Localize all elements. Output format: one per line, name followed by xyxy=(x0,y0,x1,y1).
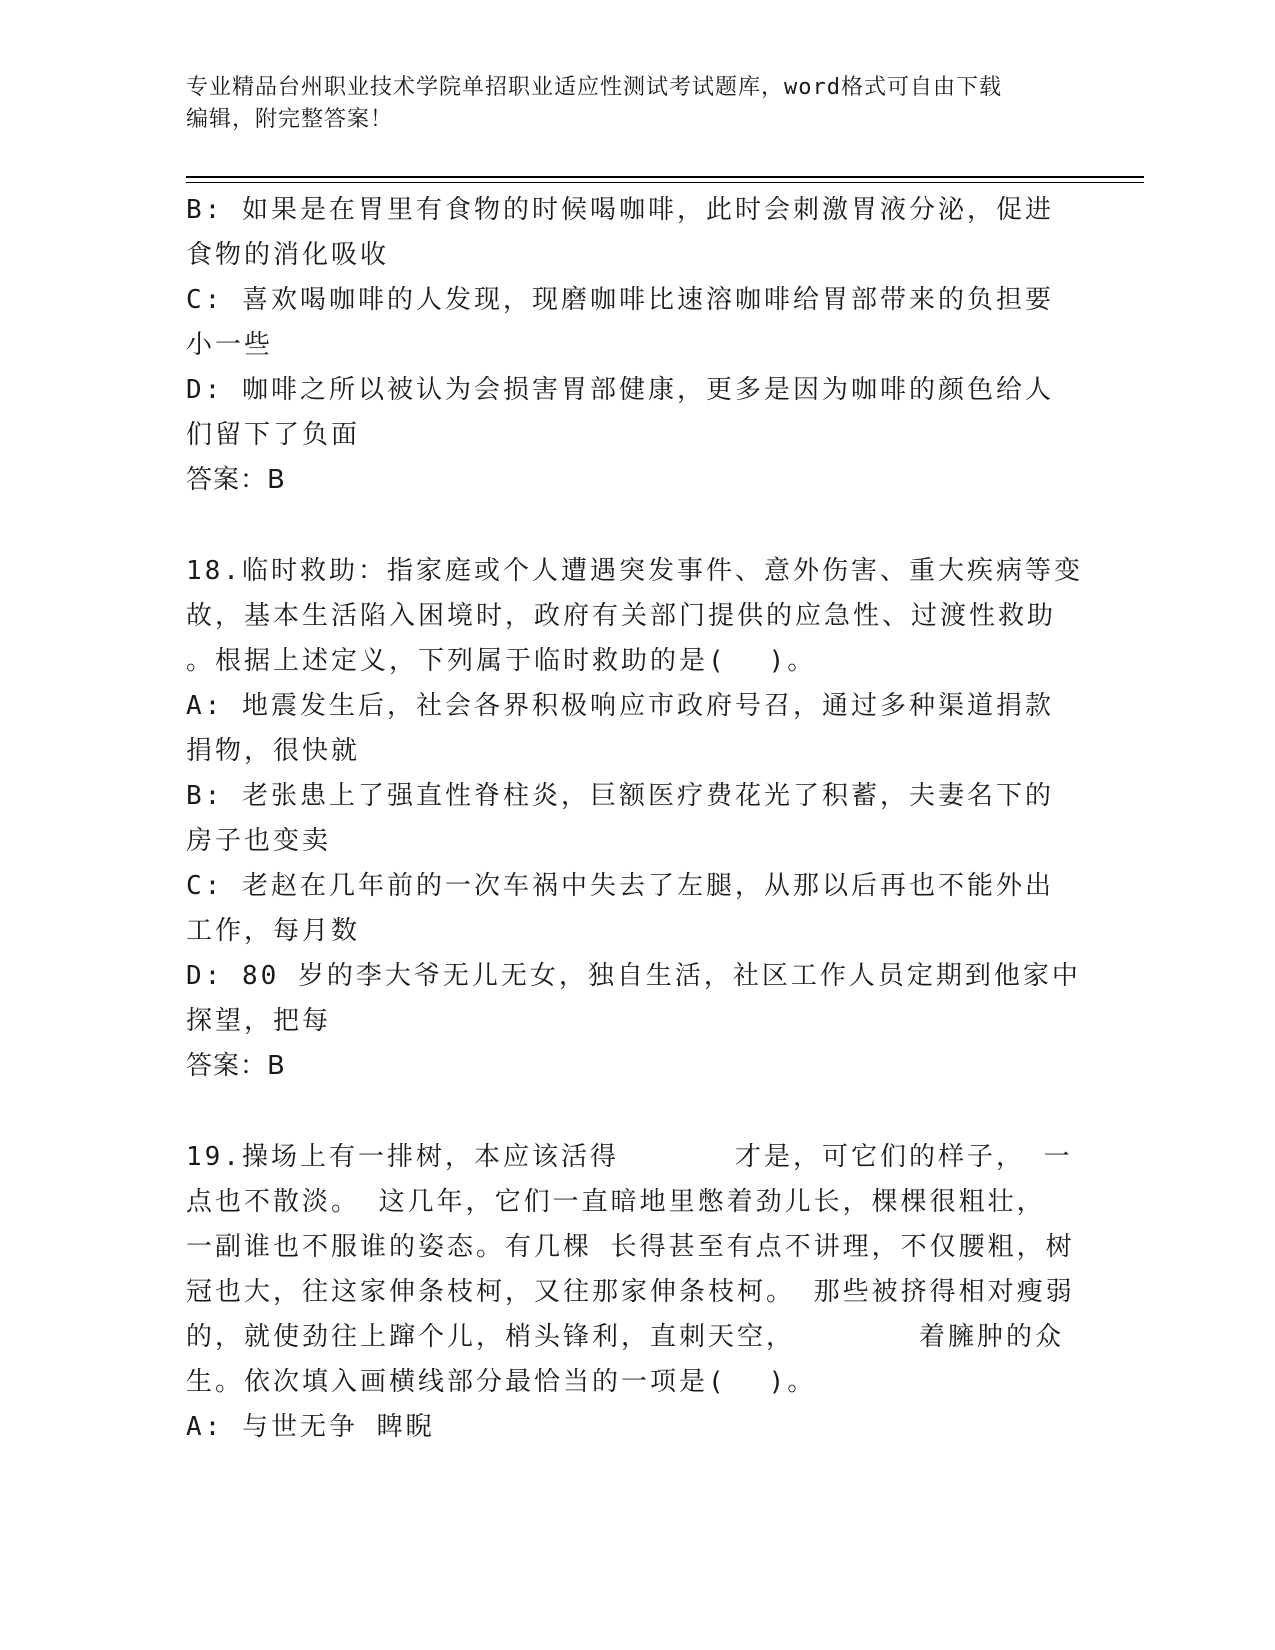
option-a-line-2: 捐物，很快就 xyxy=(186,736,361,766)
question-stem-line-6 xyxy=(186,1360,1066,1405)
question-stem-line-5 xyxy=(186,1315,1066,1360)
stem-text: )。 xyxy=(768,646,817,676)
question-19 xyxy=(186,1135,1075,1450)
stem-text: 。根据上述定义，下列属于临时救助的是( xyxy=(186,646,727,676)
stem-text: 生。依次填入画横线部分最恰当的一项是( xyxy=(186,1367,727,1397)
stem-text: 着臃肿的众 xyxy=(919,1322,1065,1352)
option-b-line-2: 房子也变卖 xyxy=(186,826,332,856)
option-c-line-1: C: 老赵在几年前的一次车祸中失去了左腿，从那以后再也不能外出 xyxy=(186,871,1054,901)
question-stem-line-1 xyxy=(186,1135,1073,1180)
spacer xyxy=(186,503,1066,549)
option-d-line-1: D: 80 岁的李大爷无儿无女，独自生活，社区工作人员定期到他家中 xyxy=(186,961,1081,991)
option-d-line-2: 们留下了负面 xyxy=(186,420,361,450)
header-rule-thick xyxy=(186,176,1144,178)
stem-text: 才是，可它们的样子， 一 xyxy=(734,1142,1073,1172)
option-b-line-1: B: 老张患上了强直性脊柱炎，巨额医疗费花光了积蓄，夫妻名下的 xyxy=(186,781,1054,811)
question-stem-line-1: 18.临时救助：指家庭或个人遭遇突发事件、意外伤害、重大疾病等变 xyxy=(186,556,1083,586)
stem-text: 19.操场上有一排树，本应该活得 xyxy=(186,1142,619,1172)
question-stem-line-3: 一副谁也不服谁的姿态。有几棵 长得甚至有点不讲理，不仅腰粗，树 xyxy=(186,1232,1075,1262)
header-rule-thin xyxy=(186,182,1144,183)
question-stem-line-4: 冠也大，往这家伸条枝柯，又往那家伸条枝柯。 那些被挤得相对瘦弱 xyxy=(186,1277,1075,1307)
option-c-line-1: C: 喜欢喝咖啡的人发现，现磨咖啡比速溶咖啡给胃部带来的负担要 xyxy=(186,285,1054,315)
document-body xyxy=(186,188,1083,1450)
header-line-2: 编辑，附完整答案！ xyxy=(186,107,394,132)
stem-text: )。 xyxy=(768,1367,817,1397)
stem-text: 的，就使劲往上蹿个儿，梢头锋利，直刺天空， xyxy=(186,1322,796,1352)
question-18 xyxy=(186,549,1083,1089)
question-17 xyxy=(186,188,1066,503)
option-b-line-2: 食物的消化吸收 xyxy=(186,240,390,270)
header-line-1: 专业精品台州职业技术学院单招职业适应性测试考试题库，word格式可自由下载 xyxy=(186,75,1002,100)
option-a-line-1: A: 与世无争 睥睨 xyxy=(186,1412,435,1442)
spacer xyxy=(186,1089,1066,1135)
question-stem-line-2: 故，基本生活陷入困境时，政府有关部门提供的应急性、过渡性救助 xyxy=(186,601,1057,631)
document-header xyxy=(186,72,1066,136)
option-d-line-1: D: 咖啡之所以被认为会损害胃部健康，更多是因为咖啡的颜色给人 xyxy=(186,375,1054,405)
option-a-line-1: A: 地震发生后，社会各界积极响应市政府号召，通过多种渠道捐款 xyxy=(186,691,1054,721)
question-stem-line-3 xyxy=(186,639,1066,684)
option-c-line-2: 工作，每月数 xyxy=(186,916,361,946)
option-b-line-1: B: 如果是在胃里有食物的时候喝咖啡，此时会刺激胃液分泌，促进 xyxy=(186,195,1054,225)
answer-18: 答案：B xyxy=(186,1051,286,1081)
option-c-line-2: 小一些 xyxy=(186,330,274,360)
question-stem-line-2: 点也不散淡。 这几年，它们一直暗地里憋着劲儿长，棵棵很粗壮， xyxy=(186,1187,1046,1217)
option-d-line-2: 探望，把每 xyxy=(186,1006,332,1036)
answer-17: 答案：B xyxy=(186,465,286,495)
